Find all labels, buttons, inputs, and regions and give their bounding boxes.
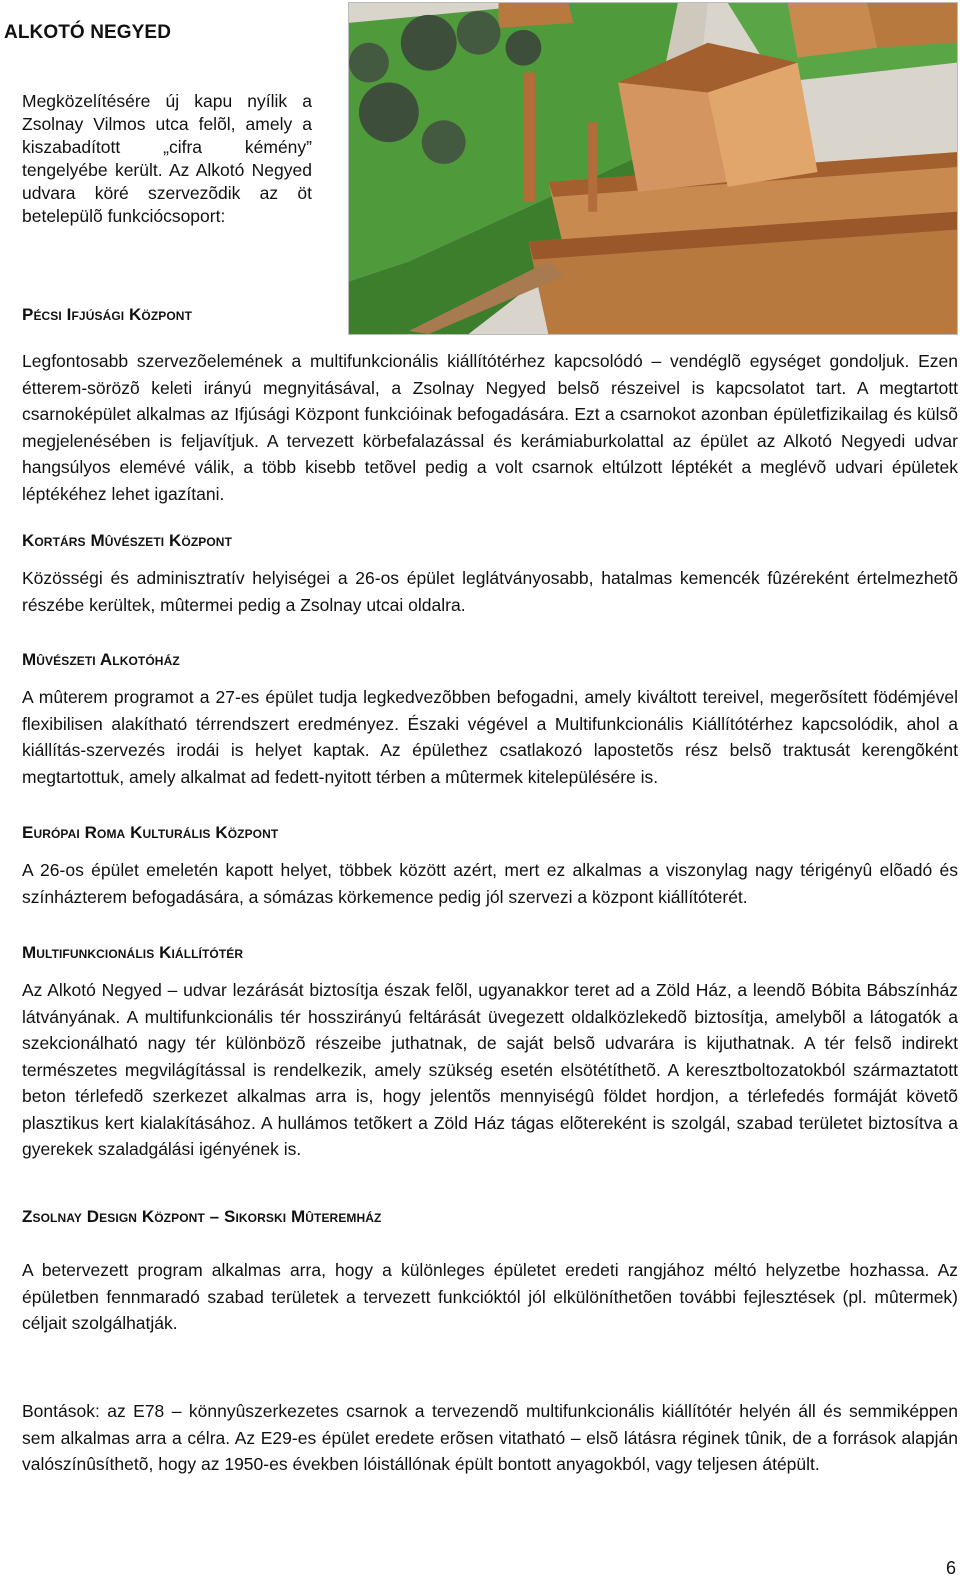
intro-paragraph: Megközelítésére új kapu nyílik a Zsolnay Vilmos utca felõl, amely a kiszabadított „cifra kémény” tengelyébe került. Az Alkotó Negyed udvara köré szervezõdik az öt betelepülõ funkciócsoport: <box>22 91 312 226</box>
section-heading: Kortárs Mûvészeti Központ <box>22 531 233 550</box>
section-multifunkcionalis-kiallitoter <box>22 943 958 1163</box>
section-muveszeti-alkotohaz <box>22 650 958 790</box>
page-number: 6 <box>945 1558 956 1578</box>
section-text: Az Alkotó Negyed – udvar lezárását biztosítja észak felõl, ugyanakkor teret ad a Zöld Ház, a leendõ Bóbita Bábszínház látványának. A multifunkcionális tér hosszirányú feltárását üvegezett oldalközlekedõ biztosítja, amelybõl a látogatók a szekcionálható nagy tér különbözõ részeibe juthatnak, de saját belsõ udvarára is kijuthatnak. A tér felsõ indirekt természetes megvilágítással is rendelkezik, amely szükség esetén elsötétíthetõ. A keresztboltozatokból származtatott beton térlefedõ szerkezet alkalmas arra is, hogy jelentõs mennyiségû földet hordjon, a térlefedés formáját követõ plasztikus kert kialakításához. A hullámos tetõkert a Zöld Ház tágas elõtereként is szolgál, szabad területet biztosítva a gyerekek szaladgálási igényének is. <box>22 980 958 1159</box>
section-kortars-muveszeti-kozpont <box>22 531 958 618</box>
section-text: Közösségi és adminisztratív helyiségei a 26-os épület leglátványosabb, hatalmas kemencék fûzéreként értelmezhetõ részébe kerültek, mûtermei pedig a Zsolnay utcai oldalra. <box>22 568 958 615</box>
section-europai-roma-kulturalis-kozpont <box>22 823 958 910</box>
section-text: A 26-os épület emeletén kapott helyet, többek között azért, mert ez alkalmas a viszonylag nagy térigényû elõadó és színházterem befogadására, a sómázas körkemence pedig jól szervezi a központ kiállítóterét. <box>22 860 958 907</box>
section-heading: Multifunkcionális Kiállítótér <box>22 943 244 962</box>
section-text: A betervezett program alkalmas arra, hogy a különleges épületet eredeti rangjához méltó helyzetbe hozhassa. Az épületben fennmaradó szabad területek a tervezett funkcióktól jól elkülöníthetõen további fejlesztések (pl. mûtermek) céljait szolgálhatják. <box>22 1260 958 1333</box>
architectural-model-image <box>348 2 958 335</box>
closing-paragraph: Bontások: az E78 – könnyûszerkezetes csarnok a tervezendõ multifunkcionális kiállítótér helyén áll és semmiképpen sem alkalmas arra a célra. Az E29-es épület eredete erõsen vitatható – elsõ látásra réginek tûnik, de a források alapján valószínûsíthetõ, hogy az 1950-es években lóistállónak épült bontott anyagokból, vagy teljesen átépült. <box>22 1401 958 1474</box>
section-ifjusagi-kozpont <box>22 305 958 507</box>
section-text: A mûterem programot a 27-es épület tudja legkedvezõbben befogadni, amely kiváltott tereivel, megerõsített födémjével flexibilisen alakítható térrendszert eredményez. Északi végével a Multifunkcionális Kiállítótérhez kapcsolódik, ahol a kiállítás-szervezés irodái is helyet kaptak. Az épülethez csatlakozó lapostetõs rész belsõ traktusát kerengõként megtartottuk, amely alkalmat ad fedett-nyitott térben a mûtermek kitelepülésére is. <box>22 687 958 787</box>
section-text: Legfontosabb szervezõelemének a multifunkcionális kiállítótérhez kapcsolódó – vendéglõ egységet gondoljuk. Ezen étterem-sörözõ keleti irányú megnyitásával, a Zsolnay Negyed belsõ részeivel is kapcsolatot tart. A megtartott csarnoképület alkalmas az Ifjúsági Központ funkcióinak befogadására. Ezt a csarnokot azonban épületfizikailag és külsõ megjelenésében is feljavítjuk. A tervezett körbefalazással és kerámiaburkolattal az épület az Alkotó Negyedi udvar hangsúlyos elemévé válik, a több kisebb tetõvel pedig a volt csarnok eltúlzott léptékét a meglévõ udvari épületek léptékéhez lehet igazítani. <box>22 351 958 504</box>
closing-section <box>22 1398 958 1478</box>
page-title: ALKOTÓ NEGYED <box>4 22 172 43</box>
section-heading: Zsolnay Design Központ – Sikorski Mûteremház <box>22 1207 382 1226</box>
section-zsolnay-design-kozpont <box>22 1207 958 1337</box>
section-heading: Európai Roma Kulturális Központ <box>22 823 279 842</box>
section-heading: Pécsi Ifjúsági Központ <box>22 305 192 324</box>
section-heading: Mûvészeti Alkotóház <box>22 650 180 669</box>
